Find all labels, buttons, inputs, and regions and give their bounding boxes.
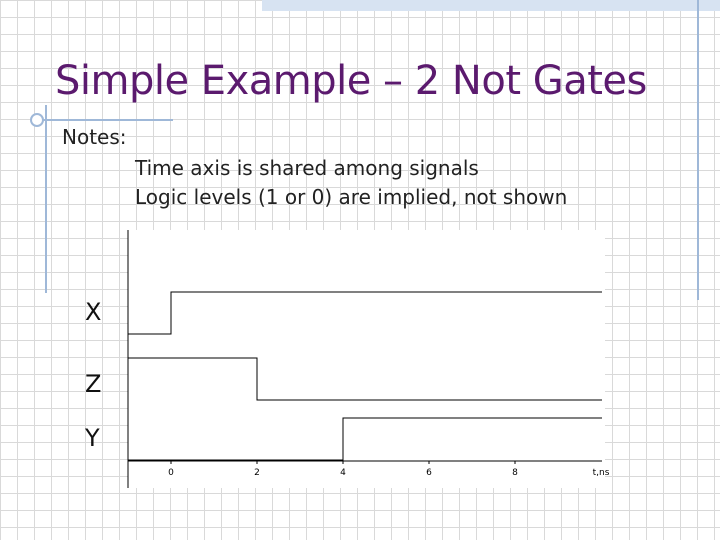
signal-label-y: Y [85,424,100,452]
x-tick-label: 4 [340,468,346,478]
note-line-2: Logic levels (1 or 0) are implied, not shown [135,185,568,209]
signal-label-z: Z [85,370,102,398]
x-tick-label: 2 [254,468,260,478]
note-line-1: Time axis is shared among signals [135,156,479,180]
signal-label-x: X [85,298,102,326]
x-tick-label: 6 [426,468,432,478]
notes-heading: Notes: [62,125,127,149]
slide-title: Simple Example – 2 Not Gates [55,58,647,104]
x-tick-label: 8 [512,468,518,478]
timing-diagram-background [128,230,605,488]
x-axis-unit-label: t,ns [592,468,610,478]
x-tick-label: 0 [168,468,174,478]
